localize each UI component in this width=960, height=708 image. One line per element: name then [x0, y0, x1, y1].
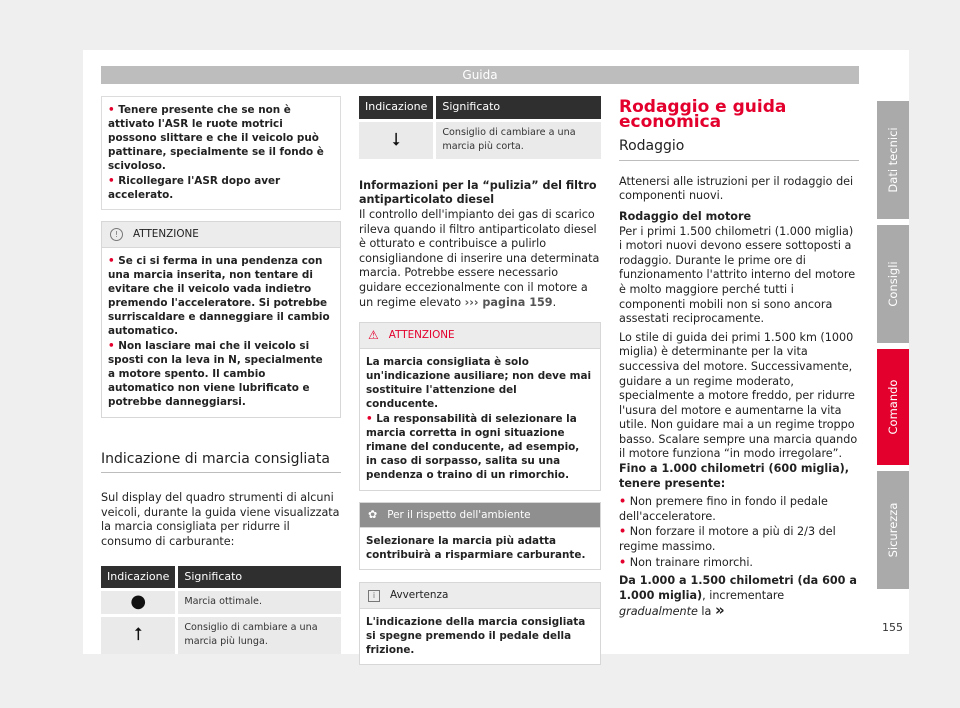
table-header-meaning: Significato — [435, 96, 601, 120]
main-title: Rodaggio e guida economica — [619, 97, 787, 132]
tab-consigli[interactable]: Consigli — [877, 225, 909, 343]
bullet-icon: • — [108, 104, 115, 116]
note-header — [360, 583, 600, 609]
list-item: • Non trainare rimorchi. — [619, 555, 753, 569]
note-body: L'indicazione della marcia consigliata si spegne premendo il pedale della frizione. — [366, 615, 586, 656]
table-header-row — [101, 566, 341, 590]
table-header-indication: Indicazione — [101, 566, 177, 590]
paragraph: Per i primi 1.500 chilometri (1.000 miglia) i motori nuovi devono essere sottoposti a rodaggio. Durante le prime ore di funzionamento l'attrito interno del motore è molto maggiore perché tutti i componenti mobili non si sono ancora assestati reciprocamente. — [619, 224, 856, 326]
warning-triangle-icon: ⚠ — [368, 328, 379, 343]
environment-box — [359, 502, 601, 571]
note-title: Avvertenza — [390, 589, 449, 602]
arrow-up-icon: ⭡ — [101, 615, 177, 654]
list-item: • Se ci si ferma in una pendenza con una marcia inserita, non tentare di evitare che il veicolo vada indietro premendo l'acceleratore. Si potrebbe surriscaldare e danneggiare il cambio automatico. — [108, 254, 330, 337]
table-row — [101, 615, 341, 654]
tab-sicurezza[interactable]: Sicurezza — [877, 471, 909, 589]
list-item: • Ricollegare l'ASR dopo aver accelerato. — [108, 175, 281, 201]
section-title: Indicazione di marcia consigliata — [101, 452, 341, 474]
info-circle-icon: ! — [110, 228, 123, 241]
table-cell: Consiglio di cambiare a una marcia più lunga. — [177, 615, 341, 654]
list-item: La marcia consigliata è solo un'indicazione ausiliare; non deve mai sostituire l'attenzione del conducente. — [366, 355, 592, 410]
bullet-icon: • — [108, 175, 115, 187]
column-3 — [619, 96, 859, 620]
environment-header — [360, 503, 600, 529]
asr-note-box — [101, 96, 341, 210]
warning-title: ATTENZIONE — [133, 228, 199, 240]
header-title: Guida — [462, 68, 498, 82]
intro-paragraph: Sul display del quadro strumenti di alcuni veicoli, durante la guida viene visualizzata la marcia consigliata per ridurre il consumo di carburante: — [101, 491, 340, 548]
warning-box — [359, 322, 601, 491]
warning-body — [102, 248, 340, 417]
gear-table — [101, 566, 341, 654]
filled-circle-icon: ● — [101, 590, 177, 616]
dpf-title: Informazioni per la “pulizia” del filtro antiparticolato diesel — [359, 178, 597, 207]
running-header — [101, 66, 859, 84]
list-item: • Non forzare il motore a più di 2/3 del regime massimo. — [619, 525, 836, 554]
warning-header — [102, 222, 340, 248]
page-reference-link[interactable]: ››› pagina 159 — [464, 295, 553, 309]
table-header-row — [359, 96, 601, 120]
note-box — [359, 582, 601, 665]
list-item: • Non lasciare mai che il veicolo si sposti con la leva in N, specialmente a motore spento. Il cambio automatico non viene lubrificato e potrebbe danneggiarsi. — [108, 339, 323, 408]
warning-header — [360, 323, 600, 349]
list-item: • Tenere presente che se non è attivato l'ASR le ruote motrici possono slittare e che il veicolo può pattinare, specialmente se il fondo è scivoloso. — [108, 104, 324, 172]
paragraph: Lo stile di guida dei primi 1.500 km (1000 miglia) è determinante per la vita successiva del motore. Successivamente, guidare a un regime moderato, specialmente a motore freddo, per ridurre l'usura del motore e aumentarne la vita utile. Non guidare mai a un regime troppo basso. Scalare sempre una marcia quando il motore funziona “in modo irregolare”. Fino a 1.000 chilometri (600 miglia), tenere presente: — [619, 330, 858, 490]
tab-comando[interactable]: Comando — [877, 349, 909, 465]
tab-dati-tecnici[interactable]: Dati tecnici — [877, 101, 909, 219]
warning-body — [360, 349, 600, 490]
column-1 — [101, 96, 341, 654]
environment-body: Selezionare la marcia più adatta contribuirà a risparmiare carburante. — [366, 535, 586, 562]
table-cell: Marcia ottimale. — [177, 590, 341, 616]
warning-box — [101, 221, 341, 418]
engine-title: Rodaggio del motore — [619, 209, 752, 223]
environment-title: Per il rispetto dell'ambiente — [387, 508, 531, 521]
table-cell: Consiglio di cambiare a una marcia più corta. — [435, 120, 601, 159]
table-row — [359, 120, 601, 159]
arrow-down-icon: ⭣ — [359, 120, 435, 159]
dpf-paragraph: Il controllo dell'impianto dei gas di scarico rileva quando il filtro antiparticolato diesel è otturato e contribuisce a pulirlo consigliandone di inserire una determinata marcia. Potrebbe essere necessario guidare eccezionalmente con il motore a un regime elevato ››› pagina 159. — [359, 207, 600, 309]
leaf-icon: ✿ — [368, 507, 378, 521]
column-2 — [359, 96, 601, 665]
continue-arrow-icon: » — [714, 601, 725, 620]
note-icon: i — [368, 590, 380, 602]
table-header-meaning: Significato — [177, 566, 341, 590]
gear-table-continued — [359, 96, 601, 159]
list-item: • Non premere fino in fondo il pedale dell'acceleratore. — [619, 495, 828, 523]
page-number: 155 — [882, 621, 903, 634]
intro-paragraph: Attenersi alle istruzioni per il rodaggio dei componenti nuovi. — [619, 174, 854, 203]
sub-title: Rodaggio — [619, 139, 859, 161]
table-row — [101, 590, 341, 616]
list-item: • La responsabilità di selezionare la marcia corretta in ogni situazione rimane del conducente, ad esempio, in caso di sorpasso, salita su una pendenza o traino di un rimorchio. — [366, 412, 580, 481]
paragraph: Da 1.000 a 1.500 chilometri (da 600 a 1.000 miglia), incrementare gradualmente la » — [619, 574, 857, 620]
warning-title: ATTENZIONE — [388, 329, 455, 342]
table-header-indication: Indicazione — [359, 96, 435, 120]
